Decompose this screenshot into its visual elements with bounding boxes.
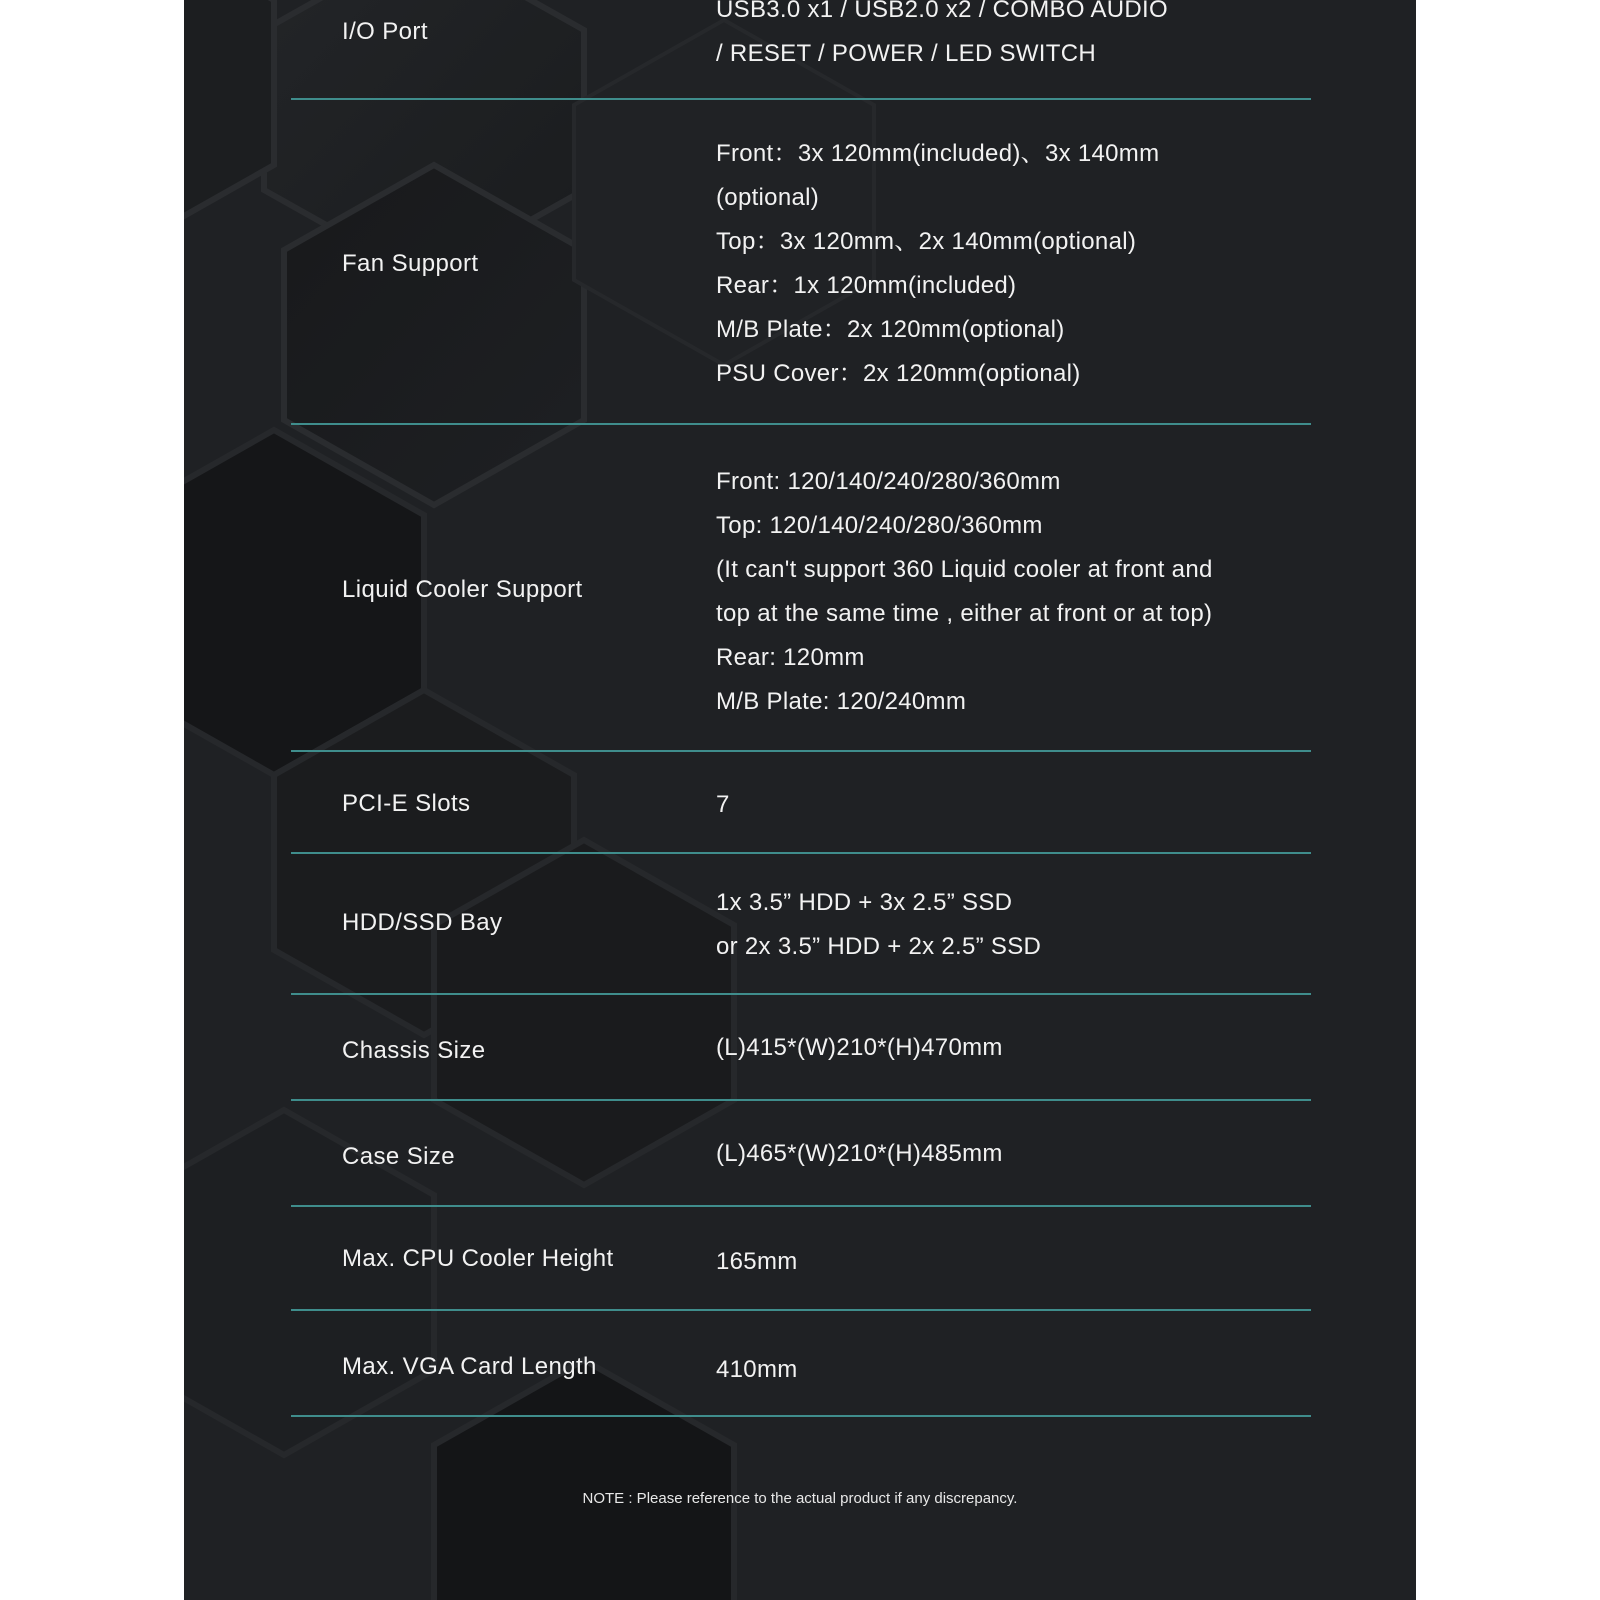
spec-value-line: USB3.0 x1 / USB2.0 x2 / COMBO AUDIO bbox=[716, 0, 1168, 23]
spec-value-case-size bbox=[716, 1132, 1003, 1176]
spec-label-pcie-slots: PCI-E Slots bbox=[342, 790, 471, 817]
row-divider bbox=[291, 423, 1311, 425]
spec-value-liquid-cooler-support bbox=[716, 460, 1213, 724]
spec-value-line: Top：3x 120mm、2x 140mm(optional) bbox=[716, 228, 1137, 255]
spec-value-line: 7 bbox=[716, 791, 730, 818]
spec-label-max-cpu-cooler-height: Max. CPU Cooler Height bbox=[342, 1245, 614, 1272]
spec-value-line: or 2x 3.5” HDD + 2x 2.5” SSD bbox=[716, 933, 1042, 960]
disclaimer-note: NOTE : Please reference to the actual product if any discrepancy. bbox=[582, 1490, 1018, 1507]
row-divider bbox=[291, 750, 1311, 752]
spec-value-line: Rear: 120mm bbox=[716, 644, 865, 671]
row-divider bbox=[291, 1205, 1311, 1207]
row-divider bbox=[291, 852, 1311, 854]
spec-value-line: (L)415*(W)210*(H)470mm bbox=[716, 1034, 1003, 1061]
spec-label-hdd-ssd-bay: HDD/SSD Bay bbox=[342, 909, 503, 936]
spec-label-case-size: Case Size bbox=[342, 1143, 455, 1170]
spec-value-fan-support bbox=[716, 132, 1159, 396]
spec-value-line: M/B Plate：2x 120mm(optional) bbox=[716, 316, 1065, 343]
spec-value-line: 165mm bbox=[716, 1248, 798, 1275]
spec-sheet-panel bbox=[184, 0, 1416, 1600]
spec-value-line: Front: 120/140/240/280/360mm bbox=[716, 468, 1061, 495]
spec-value-pcie-slots bbox=[716, 783, 730, 827]
row-divider bbox=[291, 98, 1311, 100]
row-divider bbox=[291, 993, 1311, 995]
spec-label-fan-support: Fan Support bbox=[342, 250, 479, 277]
spec-value-line: (optional) bbox=[716, 184, 820, 211]
row-divider bbox=[291, 1415, 1311, 1417]
spec-value-line: Top: 120/140/240/280/360mm bbox=[716, 512, 1043, 539]
spec-value-line: 410mm bbox=[716, 1356, 798, 1383]
row-divider bbox=[291, 1099, 1311, 1101]
spec-value-line: (It can't support 360 Liquid cooler at front and bbox=[716, 556, 1213, 583]
spec-value-line: M/B Plate: 120/240mm bbox=[716, 688, 967, 715]
spec-value-chassis-size bbox=[716, 1026, 1003, 1070]
spec-value-line: (L)465*(W)210*(H)485mm bbox=[716, 1140, 1003, 1167]
spec-value-line: / RESET / POWER / LED SWITCH bbox=[716, 40, 1097, 67]
spec-value-hdd-ssd-bay bbox=[716, 881, 1041, 969]
spec-value-line: 1x 3.5” HDD + 3x 2.5” SSD bbox=[716, 889, 1013, 916]
spec-value-line: top at the same time , either at front or at top) bbox=[716, 600, 1213, 627]
spec-label-liquid-cooler-support: Liquid Cooler Support bbox=[342, 576, 583, 603]
spec-label-chassis-size: Chassis Size bbox=[342, 1037, 486, 1064]
spec-value-line: PSU Cover：2x 120mm(optional) bbox=[716, 360, 1081, 387]
spec-label-io-port: I/O Port bbox=[342, 18, 428, 45]
spec-label-max-vga-card-length: Max. VGA Card Length bbox=[342, 1353, 597, 1380]
spec-value-io-port bbox=[716, 0, 1168, 76]
spec-value-line: Rear：1x 120mm(included) bbox=[716, 272, 1017, 299]
spec-value-max-vga-card-length bbox=[716, 1348, 798, 1392]
spec-value-max-cpu-cooler-height bbox=[716, 1240, 798, 1284]
spec-value-line: Front：3x 120mm(included)、3x 140mm bbox=[716, 140, 1160, 167]
row-divider bbox=[291, 1309, 1311, 1311]
